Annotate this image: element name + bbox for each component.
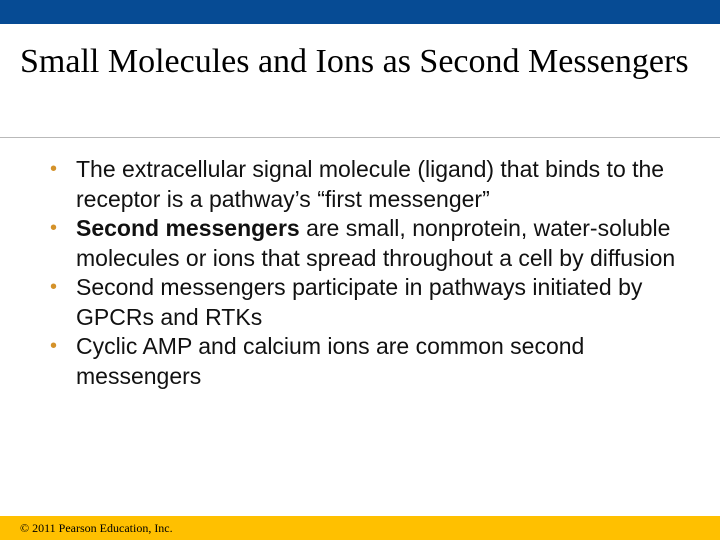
bullet-text: The extracellular signal molecule (ligand) that binds to the receptor is a pathway’s “first messenger” — [76, 156, 665, 212]
bullet-bold-term: Second messengers — [76, 215, 300, 241]
bullet-icon: • — [50, 217, 58, 239]
copyright-notice: © 2011 Pearson Education, Inc. — [20, 521, 173, 535]
bullet-icon: • — [50, 158, 58, 180]
bullet-item-pathways — [50, 273, 710, 332]
bullet-item-first-messenger — [50, 155, 710, 214]
bullet-list — [50, 155, 710, 391]
bullet-icon: • — [50, 276, 58, 298]
bullet-text: Cyclic AMP and calcium ions are common second messengers — [76, 333, 585, 389]
bullet-icon: • — [50, 335, 58, 357]
bullet-text: Second messengers participate in pathways initiated by GPCRs and RTKs — [76, 274, 643, 330]
title-divider — [0, 137, 720, 138]
top-accent-bar — [0, 0, 720, 24]
bullet-item-second-messengers-definition — [50, 214, 710, 273]
bullet-item-examples — [50, 332, 710, 391]
bullet-text: are small, nonprotein, water-soluble molecules or ions that spread throughout a cell by diffusion — [76, 215, 676, 271]
slide-title: Small Molecules and Ions as Second Messengers — [20, 43, 689, 80]
